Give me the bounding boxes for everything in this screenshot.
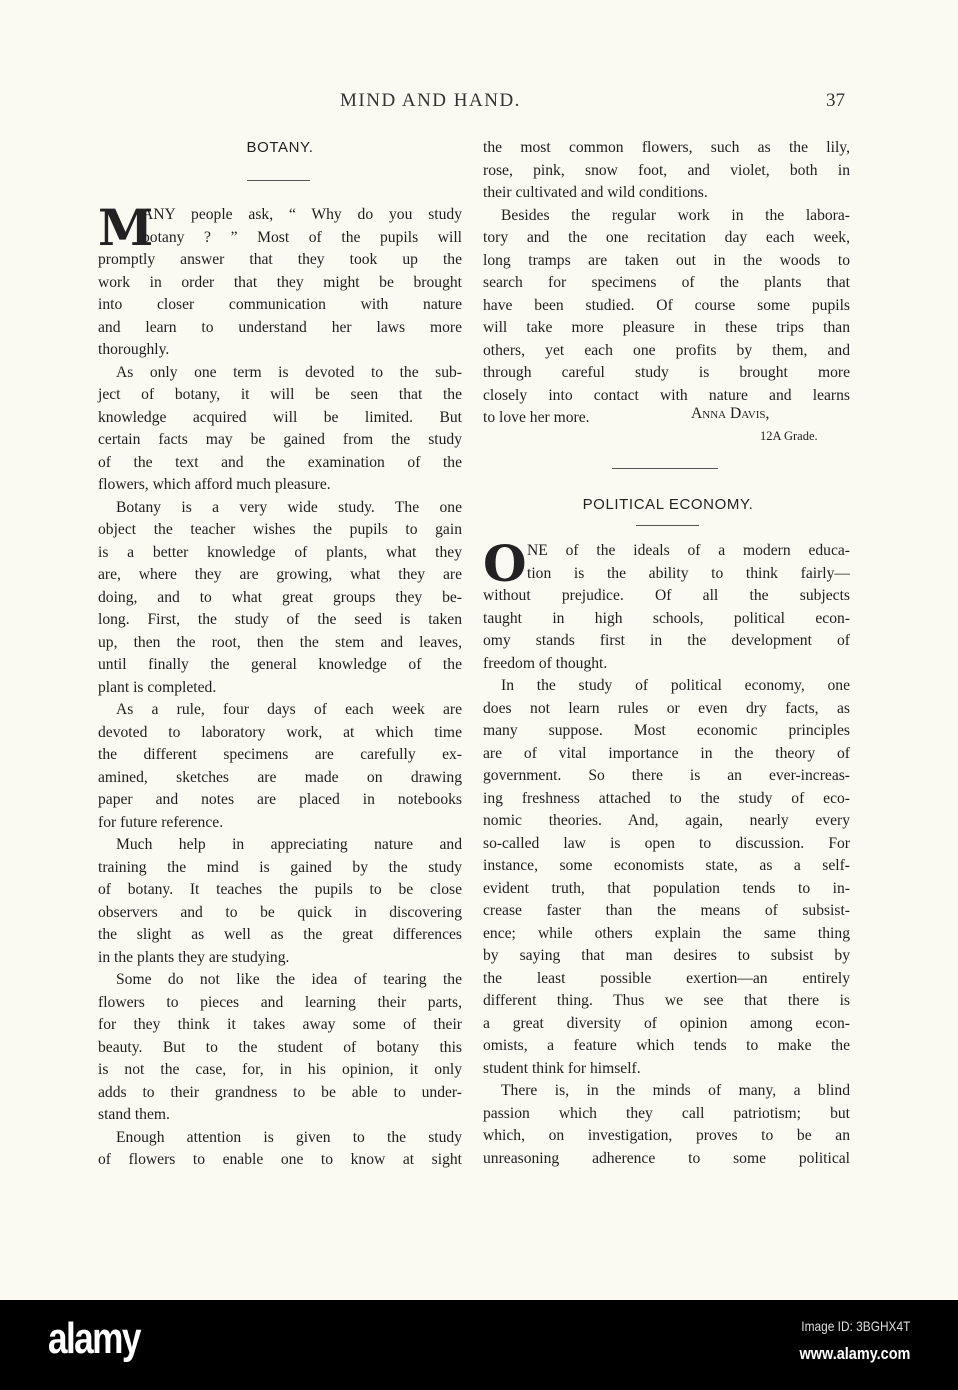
heading-rule xyxy=(636,525,699,526)
text-line: long tramps are taken out in the woods to xyxy=(483,251,850,269)
text-line: many suppose. Most economic principles xyxy=(483,722,850,739)
section-divider xyxy=(612,468,718,469)
watermark-bar xyxy=(0,1300,958,1390)
text-line: paper and notes are placed in notebooks xyxy=(98,791,462,808)
text-line: without prejudice. Of all the subjects xyxy=(483,587,850,604)
text-line: by saying that man desires to subsist by xyxy=(483,947,850,964)
text-line: the most common flowers, such as the lily, xyxy=(483,139,850,156)
text-line: ANY people ask, “ Why do you study xyxy=(142,206,462,223)
text-line: government. So there is an ever-increas- xyxy=(483,767,850,784)
text-line: their cultivated and wild conditions. xyxy=(483,184,708,201)
text-line: training the mind is gained by the study xyxy=(98,858,462,876)
text-line: beauty. But to the student of botany this xyxy=(98,1038,462,1056)
text-line: ject of botany, it will be seen that the xyxy=(98,386,462,403)
author-signature: Anna Davis, xyxy=(691,405,770,422)
botany-heading: BOTANY. xyxy=(246,139,314,156)
text-line: crease faster than the means of subsist- xyxy=(483,902,850,919)
text-line: until finally the general knowledge of the xyxy=(98,656,462,673)
text-line: rose, pink, snow foot, and violet, both in xyxy=(483,161,850,179)
text-line: In the study of political economy, one xyxy=(501,677,850,694)
text-line: search for specimens of the plants that xyxy=(483,274,850,291)
text-line: flowers to pieces and learning their parts, xyxy=(98,993,462,1011)
text-line: ence; while others explain the same thing xyxy=(483,924,850,942)
text-line: Much help in appreciating nature and xyxy=(116,836,462,853)
text-line: the slight as well as the great differences xyxy=(98,926,462,943)
page-number: 37 xyxy=(826,90,845,111)
text-line: the least possible exertion—an entirely xyxy=(483,969,850,987)
drop-cap-o: O xyxy=(483,534,527,593)
text-line: observers and to be quick in discovering xyxy=(98,903,462,921)
text-line: closely into contact with nature and learns xyxy=(483,386,850,404)
text-line: There is, in the minds of many, a blind xyxy=(501,1082,850,1099)
text-line: so-called law is open to discussion. For xyxy=(483,834,850,852)
text-line: freedom of thought. xyxy=(483,654,608,672)
text-line: ing freshness attached to the study of eco- xyxy=(483,789,850,807)
text-line: and learn to understand her laws more xyxy=(98,318,462,336)
text-line: a great diversity of opinion among econ- xyxy=(483,1014,850,1032)
text-line: passion which they call patriotism; but xyxy=(483,1104,850,1122)
text-line: flowers, which afford much pleasure. xyxy=(98,476,331,493)
text-line: which, on investigation, proves to be an xyxy=(483,1127,850,1144)
text-line: object the teacher wishes the pupils to gain xyxy=(98,521,462,538)
text-line: evident truth, that population tends to in- xyxy=(483,879,850,897)
text-line: will take more pleasure in these trips than xyxy=(483,319,850,336)
text-line: certain facts may be gained from the study xyxy=(98,431,462,448)
text-line: botany ? ” Most of the pupils will xyxy=(142,228,462,246)
text-line: As only one term is devoted to the sub- xyxy=(116,363,462,381)
text-line: is a better knowledge of plants, what they xyxy=(98,543,462,561)
image-id: Image ID: 3BGHX4T xyxy=(800,1318,910,1334)
text-line: Botany is a very wide study. The one xyxy=(116,498,462,516)
text-line: is not the case, for, in his opinion, it only xyxy=(98,1061,462,1078)
text-line: plant is completed. xyxy=(98,678,217,696)
running-title: MIND AND HAND. xyxy=(340,90,521,111)
text-line: Besides the regular work in the labora- xyxy=(501,206,850,224)
text-line: As a rule, four days of each week are xyxy=(116,701,462,718)
text-line: stand them. xyxy=(98,1106,170,1123)
text-line: devoted to laboratory work, at which time xyxy=(98,723,462,741)
text-line: into closer communication with nature xyxy=(98,296,462,313)
text-line: work in order that they might be brought xyxy=(98,273,462,291)
political-economy-column xyxy=(483,534,850,1170)
text-line: for future reference. xyxy=(98,813,224,831)
text-line: unreasoning adherence to some political xyxy=(483,1149,850,1167)
text-line: through careful study is brought more xyxy=(483,364,850,381)
text-line: student think for himself. xyxy=(483,1059,641,1077)
text-line: omists, a feature which tends to make the xyxy=(483,1037,850,1054)
text-line: knowledge acquired will be limited. But xyxy=(98,408,462,426)
text-line: of flowers to enable one to know at sight xyxy=(98,1151,462,1168)
text-line: thoroughly. xyxy=(98,341,170,358)
text-line: of the text and the examination of the xyxy=(98,453,462,471)
text-line: are, where they are growing, what they are xyxy=(98,566,462,583)
alamy-logo: alamy xyxy=(48,1314,140,1363)
text-line: Enough attention is given to the study xyxy=(116,1128,462,1146)
text-line: have been studied. Of course some pupils xyxy=(483,296,850,314)
text-line: for they think it takes away some of their xyxy=(98,1016,462,1033)
text-line: are of vital importance in the theory of xyxy=(483,744,850,762)
text-line: tion is the ability to think fairly— xyxy=(527,564,850,582)
text-line: up, then the root, then the stem and leaves, xyxy=(98,633,462,651)
text-line: promptly answer that they took up the xyxy=(98,251,462,268)
text-line: to love her more. xyxy=(483,409,590,426)
text-line: different thing. Thus we see that there is xyxy=(483,992,850,1009)
drop-cap-m: M xyxy=(98,198,154,257)
political-economy-heading: POLITICAL ECONOMY. xyxy=(582,496,754,513)
text-line: amined, sketches are made on drawing xyxy=(98,768,462,786)
text-line: omy stands first in the development of xyxy=(483,632,850,649)
botany-column xyxy=(98,198,462,1172)
text-line: the different specimens are carefully ex- xyxy=(98,746,462,763)
text-line: of botany. It teaches the pupils to be close xyxy=(98,881,462,898)
watermark-url[interactable]: www.alamy.com xyxy=(799,1344,910,1363)
botany-continued-column xyxy=(483,137,850,430)
text-line: long. First, the study of the seed is taken xyxy=(98,611,462,628)
text-line: others, yet each one profits by them, and xyxy=(483,341,850,359)
author-grade: 12A Grade. xyxy=(760,429,818,443)
text-line: instance, some economists state, as a self- xyxy=(483,857,850,874)
text-line: does not learn rules or even dry facts, as xyxy=(483,699,850,717)
heading-rule xyxy=(247,180,310,181)
text-line: adds to their grandness to be able to under- xyxy=(98,1083,462,1101)
text-line: in the plants they are studying. xyxy=(98,948,290,966)
text-line: taught in high schools, political econ- xyxy=(483,609,850,627)
text-line: nomic theories. And, again, nearly every xyxy=(483,812,850,829)
text-line: NE of the ideals of a modern educa- xyxy=(527,542,850,559)
text-line: doing, and to what great groups they be- xyxy=(98,588,462,606)
text-line: tory and the one recitation day each week, xyxy=(483,229,850,246)
text-line: Some do not like the idea of tearing the xyxy=(116,971,462,988)
